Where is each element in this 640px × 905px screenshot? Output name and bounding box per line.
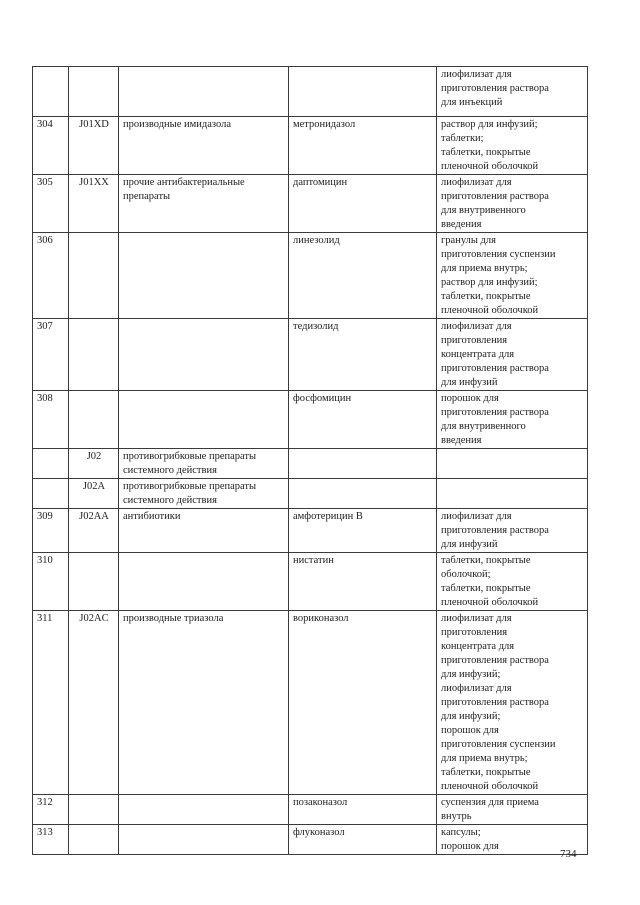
group-name-cell: производные триазола <box>119 611 289 795</box>
group-name-cell: прочие антибактериальные препараты <box>119 175 289 233</box>
drug-table <box>32 66 588 855</box>
table-row <box>33 479 588 509</box>
row-number-cell: 311 <box>33 611 69 795</box>
dosage-form-cell: раствор для инфузий; таблетки; таблетки, покрытые пленочной оболочкой <box>437 117 588 175</box>
dosage-form-cell <box>437 479 588 509</box>
drug-name-cell: амфотерицин В <box>289 509 437 553</box>
drug-name-cell <box>289 449 437 479</box>
row-number-cell: 304 <box>33 117 69 175</box>
dosage-form-cell: суспензия для приема внутрь <box>437 795 588 825</box>
atc-code-cell: J02AC <box>69 611 119 795</box>
group-name-cell: противогрибковые препараты системного действия <box>119 449 289 479</box>
dosage-form-cell: капсулы; порошок для <box>437 825 588 855</box>
atc-code-cell: J01XX <box>69 175 119 233</box>
table-row <box>33 319 588 391</box>
dosage-form-cell: лиофилизат для приготовления раствора для инъекций <box>437 67 588 117</box>
table-row <box>33 175 588 233</box>
row-number-cell: 308 <box>33 391 69 449</box>
page-number: 734 <box>560 848 577 860</box>
row-number-cell: 305 <box>33 175 69 233</box>
row-number-cell: 309 <box>33 509 69 553</box>
table-row <box>33 509 588 553</box>
group-name-cell <box>119 825 289 855</box>
dosage-form-cell <box>437 449 588 479</box>
group-name-cell <box>119 391 289 449</box>
atc-code-cell: J01XD <box>69 117 119 175</box>
group-name-cell: антибиотики <box>119 509 289 553</box>
drug-name-cell: флуконазол <box>289 825 437 855</box>
drug-name-cell: вориконазол <box>289 611 437 795</box>
atc-code-cell: J02A <box>69 479 119 509</box>
table-row <box>33 825 588 855</box>
drug-name-cell: фосфомицин <box>289 391 437 449</box>
drug-name-cell <box>289 479 437 509</box>
row-number-cell: 307 <box>33 319 69 391</box>
row-number-cell: 310 <box>33 553 69 611</box>
table-row <box>33 795 588 825</box>
drug-table-body <box>33 67 588 855</box>
drug-name-cell: даптомицин <box>289 175 437 233</box>
row-number-cell: 306 <box>33 233 69 319</box>
table-row <box>33 449 588 479</box>
dosage-form-cell: лиофилизат для приготовления раствора для инфузий <box>437 509 588 553</box>
row-number-cell <box>33 67 69 117</box>
atc-code-cell <box>69 553 119 611</box>
atc-code-cell: J02 <box>69 449 119 479</box>
group-name-cell <box>119 67 289 117</box>
group-name-cell <box>119 319 289 391</box>
table-row <box>33 67 588 117</box>
group-name-cell <box>119 233 289 319</box>
table-row <box>33 391 588 449</box>
row-number-cell: 313 <box>33 825 69 855</box>
row-number-cell <box>33 449 69 479</box>
group-name-cell <box>119 553 289 611</box>
group-name-cell: противогрибковые препараты системного действия <box>119 479 289 509</box>
atc-code-cell <box>69 391 119 449</box>
atc-code-cell <box>69 795 119 825</box>
dosage-form-cell: лиофилизат для приготовления концентрата для приготовления раствора для инфузий; лиофилизат для приготовления раствора для инфузий; порошок для приготовления суспензии для приема внутрь; таблетки, покрытые пленочной оболочкой <box>437 611 588 795</box>
atc-code-cell <box>69 825 119 855</box>
table-row <box>33 553 588 611</box>
atc-code-cell <box>69 233 119 319</box>
drug-name-cell: нистатин <box>289 553 437 611</box>
table-row <box>33 117 588 175</box>
dosage-form-cell: таблетки, покрытые оболочкой; таблетки, покрытые пленочной оболочкой <box>437 553 588 611</box>
atc-code-cell <box>69 319 119 391</box>
atc-code-cell: J02AA <box>69 509 119 553</box>
dosage-form-cell: лиофилизат для приготовления раствора для внутривенного введения <box>437 175 588 233</box>
table-row <box>33 233 588 319</box>
group-name-cell: производные имидазола <box>119 117 289 175</box>
drug-name-cell <box>289 67 437 117</box>
atc-code-cell <box>69 67 119 117</box>
drug-name-cell: линезолид <box>289 233 437 319</box>
group-name-cell <box>119 795 289 825</box>
drug-name-cell: позаконазол <box>289 795 437 825</box>
table-row <box>33 611 588 795</box>
drug-name-cell: тедизолид <box>289 319 437 391</box>
dosage-form-cell: гранулы для приготовления суспензии для приема внутрь; раствор для инфузий; таблетки, покрытые пленочной оболочкой <box>437 233 588 319</box>
dosage-form-cell: лиофилизат для приготовления концентрата для приготовления раствора для инфузий <box>437 319 588 391</box>
row-number-cell <box>33 479 69 509</box>
drug-name-cell: метронидазол <box>289 117 437 175</box>
row-number-cell: 312 <box>33 795 69 825</box>
dosage-form-cell: порошок для приготовления раствора для внутривенного введения <box>437 391 588 449</box>
